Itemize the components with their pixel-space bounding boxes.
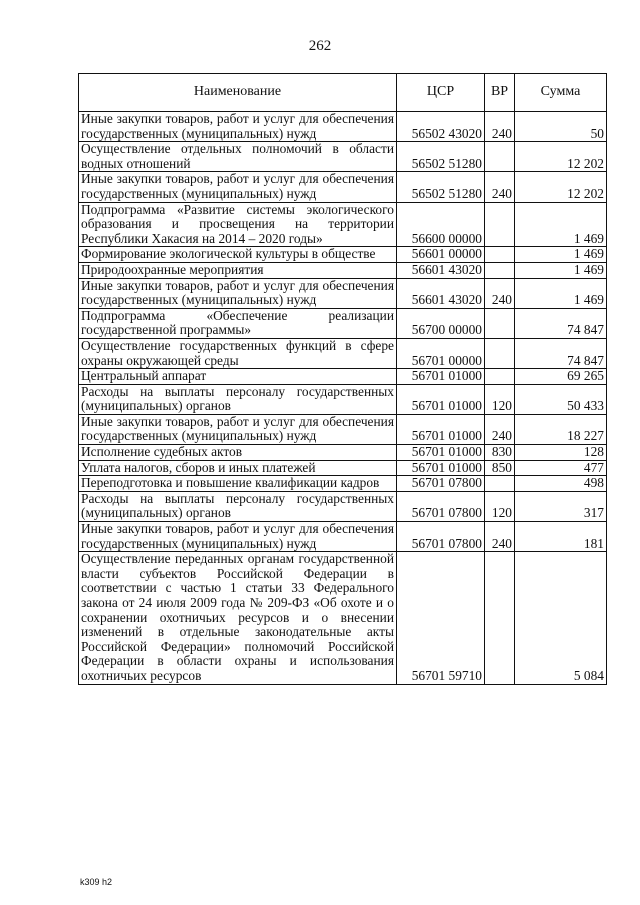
row-name: Осуществление отдельных полномочий в области водных отношений <box>79 142 397 172</box>
row-csr: 56701 01000 <box>397 445 485 461</box>
row-name: Иные закупки товаров, работ и услуг для обеспечения государственных (муниципальных) нужд <box>79 172 397 202</box>
row-csr: 56701 01000 <box>397 384 485 414</box>
row-sum: 1 469 <box>515 202 607 247</box>
row-vr <box>485 262 515 278</box>
row-sum: 181 <box>515 522 607 552</box>
table-row <box>79 476 607 492</box>
table-row <box>79 369 607 385</box>
row-sum: 74 847 <box>515 308 607 338</box>
row-sum: 128 <box>515 445 607 461</box>
table-row <box>79 112 607 142</box>
row-sum: 50 <box>515 112 607 142</box>
row-vr: 240 <box>485 112 515 142</box>
row-sum: 498 <box>515 476 607 492</box>
row-vr <box>485 338 515 368</box>
row-sum: 69 265 <box>515 369 607 385</box>
row-name: Переподготовка и повышение квалификации кадров <box>79 476 397 492</box>
row-name: Иные закупки товаров, работ и услуг для обеспечения государственных (муниципальных) нужд <box>79 112 397 142</box>
table-row <box>79 491 607 521</box>
row-csr: 56601 43020 <box>397 278 485 308</box>
page-number: 262 <box>308 38 332 54</box>
row-vr <box>485 308 515 338</box>
row-name: Природоохранные мероприятия <box>79 262 397 278</box>
row-name: Формирование экологической культуры в обществе <box>79 247 397 263</box>
row-csr: 56502 51280 <box>397 142 485 172</box>
table-row <box>79 460 607 476</box>
row-name: Центральный аппарат <box>79 369 397 385</box>
footer-code: k309 h2 <box>80 877 113 887</box>
header-csr: ЦСР <box>397 74 485 112</box>
table-row <box>79 202 607 247</box>
row-sum: 12 202 <box>515 142 607 172</box>
row-csr: 56701 59710 <box>397 552 485 684</box>
row-sum: 317 <box>515 491 607 521</box>
row-name: Иные закупки товаров, работ и услуг для обеспечения государственных (муниципальных) нужд <box>79 414 397 444</box>
row-sum: 50 433 <box>515 384 607 414</box>
row-csr: 56601 00000 <box>397 247 485 263</box>
row-name: Расходы на выплаты персоналу государственных (муниципальных) органов <box>79 384 397 414</box>
row-csr: 56701 01000 <box>397 369 485 385</box>
table-header-row <box>79 74 607 112</box>
row-vr <box>485 142 515 172</box>
row-vr: 240 <box>485 522 515 552</box>
row-vr: 240 <box>485 172 515 202</box>
row-name: Иные закупки товаров, работ и услуг для обеспечения государственных (муниципальных) нужд <box>79 522 397 552</box>
row-sum: 1 469 <box>515 278 607 308</box>
table-row <box>79 522 607 552</box>
row-sum: 12 202 <box>515 172 607 202</box>
row-vr <box>485 552 515 684</box>
row-name: Уплата налогов, сборов и иных платежей <box>79 460 397 476</box>
row-vr <box>485 369 515 385</box>
row-vr <box>485 476 515 492</box>
table-row <box>79 278 607 308</box>
table-row <box>79 262 607 278</box>
row-vr: 120 <box>485 491 515 521</box>
row-csr: 56701 01000 <box>397 414 485 444</box>
row-csr: 56701 01000 <box>397 460 485 476</box>
row-vr <box>485 202 515 247</box>
row-sum: 1 469 <box>515 247 607 263</box>
table-row <box>79 384 607 414</box>
row-name: Расходы на выплаты персоналу государственных (муниципальных) органов <box>79 491 397 521</box>
row-vr: 240 <box>485 278 515 308</box>
row-sum: 74 847 <box>515 338 607 368</box>
row-csr: 56502 51280 <box>397 172 485 202</box>
row-name: Исполнение судебных актов <box>79 445 397 461</box>
row-csr: 56502 43020 <box>397 112 485 142</box>
budget-table <box>78 73 607 685</box>
header-name: Наименование <box>79 74 397 112</box>
row-sum: 5 084 <box>515 552 607 684</box>
row-csr: 56701 00000 <box>397 338 485 368</box>
row-vr: 850 <box>485 460 515 476</box>
row-name: Осуществление государственных функций в сфере охраны окружающей среды <box>79 338 397 368</box>
row-csr: 56701 07800 <box>397 491 485 521</box>
row-name: Подпрограмма «Обеспечение реализации государственной программы» <box>79 308 397 338</box>
row-name: Иные закупки товаров, работ и услуг для обеспечения государственных (муниципальных) нужд <box>79 278 397 308</box>
row-sum: 477 <box>515 460 607 476</box>
row-name: Подпрограмма «Развитие системы экологического образования и просвещения на территории Республики Хакасия на 2014 – 2020 годы» <box>79 202 397 247</box>
row-csr: 56701 07800 <box>397 522 485 552</box>
header-sum: Сумма <box>515 74 607 112</box>
table-row <box>79 414 607 444</box>
table-row <box>79 142 607 172</box>
row-vr <box>485 247 515 263</box>
table-row <box>79 172 607 202</box>
row-vr: 240 <box>485 414 515 444</box>
row-name: Осуществление переданных органам государственной власти субъектов Российской Федерации в соответствии с частью 1 статьи 33 Федерального закона от 24 июля 2009 года № 209-ФЗ «Об охоте и о сохранении охотничьих ресурсов и о внесении изменений в отдельные законодательные акты Российской Федерации» полномочий Российской Федерации в области охраны и использования охотничьих ресурсов <box>79 552 397 684</box>
table-row <box>79 338 607 368</box>
row-sum: 1 469 <box>515 262 607 278</box>
header-vr: ВР <box>485 74 515 112</box>
table-row <box>79 308 607 338</box>
row-csr: 56600 00000 <box>397 202 485 247</box>
row-csr: 56700 00000 <box>397 308 485 338</box>
row-sum: 18 227 <box>515 414 607 444</box>
row-vr: 830 <box>485 445 515 461</box>
row-vr: 120 <box>485 384 515 414</box>
table-row <box>79 247 607 263</box>
table-row <box>79 552 607 684</box>
row-csr: 56601 43020 <box>397 262 485 278</box>
row-csr: 56701 07800 <box>397 476 485 492</box>
table-row <box>79 445 607 461</box>
